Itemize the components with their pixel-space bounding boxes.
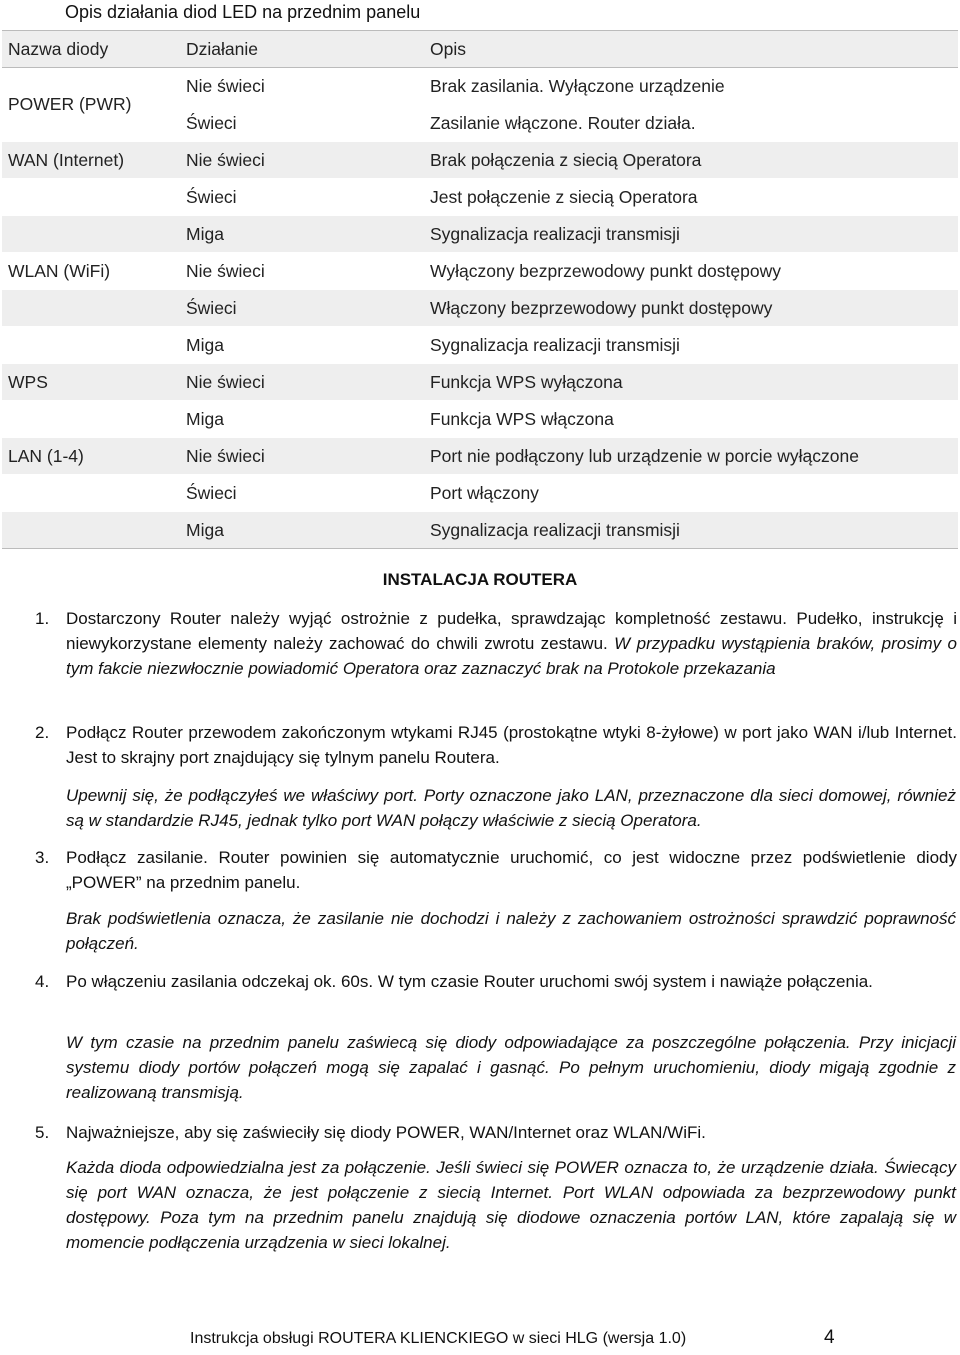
cell-desc: Port nie podłączony lub urządzenie w porcie wyłączone — [424, 438, 958, 475]
cell-state: Nie świeci — [180, 364, 424, 401]
table-row — [2, 68, 958, 105]
step-3-note: Brak podświetlenia oznacza, że zasilanie nie dochodzi i należy z zachowaniem ostrożności sprawdzić poprawność połączeń. — [66, 909, 956, 953]
cell-state: Nie świeci — [180, 142, 424, 179]
table-row — [2, 475, 958, 512]
cell-name — [2, 216, 180, 253]
cell-state: Nie świeci — [180, 438, 424, 475]
step-text: Najważniejsze, aby się zaświeciły się diody POWER, WAN/Internet oraz WLAN/WiFi. — [66, 1123, 706, 1142]
step-number: 4. — [35, 972, 50, 991]
cell-state: Świeci — [180, 179, 424, 216]
header-desc: Opis — [424, 31, 958, 68]
section-title: INSTALACJA ROUTERA — [382, 570, 578, 589]
cell-name: WLAN (WiFi) — [2, 253, 180, 290]
step-text: Po włączeniu zasilania odczekaj ok. 60s. W tym czasie Router uruchomi swój system i nawiąże połączenia. — [66, 972, 873, 991]
cell-name — [2, 475, 180, 512]
page-number: 4 — [824, 1327, 835, 1348]
cell-name: POWER (PWR) — [2, 68, 180, 142]
cell-state: Nie świeci — [180, 68, 424, 105]
step-5 — [35, 1120, 957, 1145]
table-row — [2, 512, 958, 549]
footer-text: Instrukcja obsługi ROUTERA KLIENCKIEGO w sieci HLG (wersja 1.0) — [190, 1330, 687, 1347]
step-4 — [35, 969, 957, 994]
cell-state: Nie świeci — [180, 253, 424, 290]
cell-state: Świeci — [180, 475, 424, 512]
table-row — [2, 216, 958, 253]
step-number: 1. — [35, 609, 50, 628]
header-name: Nazwa diody — [2, 31, 180, 68]
step-italic-text: W przypadku wystąpienia braków, prosimy o tym fakcie niezwłocznie powiadomić Operatora oraz zaznaczyć brak na Protokole przekazania — [66, 634, 957, 678]
cell-desc: Funkcja WPS włączona — [424, 401, 958, 438]
table-header-row — [2, 31, 958, 68]
cell-name: WPS — [2, 364, 180, 401]
cell-desc: Port włączony — [424, 475, 958, 512]
cell-desc: Wyłączony bezprzewodowy punkt dostępowy — [424, 253, 958, 290]
step-number: 2. — [35, 723, 50, 742]
table-row — [2, 290, 958, 327]
cell-desc: Jest połączenie z siecią Operatora — [424, 179, 958, 216]
cell-name: LAN (1-4) — [2, 438, 180, 475]
table-row — [2, 179, 958, 216]
table-row — [2, 253, 958, 290]
cell-name: WAN (Internet) — [2, 142, 180, 179]
step-2-note: Upewnij się, że podłączyłeś we właściwy port. Porty oznaczone jako LAN, przeznaczone dla sieci domowej, również są w standardzie RJ45, jednak tylko port WAN połączy właściwie z siecią Operatora. — [66, 786, 956, 830]
cell-state: Świeci — [180, 105, 424, 142]
table-row — [2, 364, 958, 401]
cell-state: Miga — [180, 216, 424, 253]
table-row — [2, 438, 958, 475]
table-row — [2, 142, 958, 179]
cell-desc: Brak połączenia z siecią Operatora — [424, 142, 958, 179]
cell-desc: Włączony bezprzewodowy punkt dostępowy — [424, 290, 958, 327]
cell-name — [2, 512, 180, 549]
cell-state: Miga — [180, 327, 424, 364]
cell-state: Miga — [180, 512, 424, 549]
step-5-note: Każda dioda odpowiedzialna jest za połączenie. Jeśli świeci się POWER oznacza to, że urządzenie działa. Świecący się port WAN oznacza, że jest połączenie z siecią Internet. Port WLAN odpowiada za bezprzewodowy punkt dostępowy. Poza tym na przednim panelu znajdują się diodowe oznaczenia portów LAN, które zapalają się w momencie podłączenia urządzenia w sieci lokalnej. — [66, 1158, 956, 1252]
cell-name — [2, 327, 180, 364]
table-caption: Opis działania diod LED na przednim panelu — [65, 2, 421, 22]
cell-desc: Brak zasilania. Wyłączone urządzenie — [424, 68, 958, 105]
step-text: Podłącz Router przewodem zakończonym wtykami RJ45 (prostokątne wtyki 8-żyłowe) w port jako WAN i/lub Internet. Jest to skrajny port znajdujący się tylnym panelu Routera. — [66, 723, 957, 767]
led-table — [2, 30, 958, 549]
cell-desc: Zasilanie włączone. Router działa. — [424, 105, 958, 142]
cell-state: Miga — [180, 401, 424, 438]
cell-desc: Sygnalizacja realizacji transmisji — [424, 512, 958, 549]
step-2 — [35, 720, 957, 770]
cell-state: Świeci — [180, 290, 424, 327]
cell-name — [2, 290, 180, 327]
table-row — [2, 327, 958, 364]
step-text: Dostarczony Router należy wyjąć ostrożnie z pudełka, sprawdzając kompletność zestawu. Pudełko, instrukcję i niewykorzystane elementy należy zachować do chwili zwrotu zestawu. — [66, 609, 957, 653]
page-footer — [190, 1327, 835, 1348]
header-state: Działanie — [180, 31, 424, 68]
cell-desc: Sygnalizacja realizacji transmisji — [424, 327, 958, 364]
step-number: 5. — [35, 1123, 50, 1142]
cell-desc: Funkcja WPS wyłączona — [424, 364, 958, 401]
step-number: 3. — [35, 848, 50, 867]
cell-name — [2, 179, 180, 216]
step-1 — [35, 606, 957, 681]
step-3 — [35, 845, 957, 895]
table-row — [2, 401, 958, 438]
cell-name — [2, 401, 180, 438]
step-text: Podłącz zasilanie. Router powinien się automatycznie uruchomić, co jest widoczne przez podświetlenie diody „POWER” na przednim panelu. — [66, 848, 957, 892]
step-4-note: W tym czasie na przednim panelu zaświecą się diody odpowiadające za poszczególne połączenia. Przy inicjacji systemu diody portów połączeń mogą się zapalać i gasnąć. Po pełnym uruchomieniu, diody migają zgodnie z realizowaną transmisją. — [66, 1033, 956, 1102]
cell-desc: Sygnalizacja realizacji transmisji — [424, 216, 958, 253]
